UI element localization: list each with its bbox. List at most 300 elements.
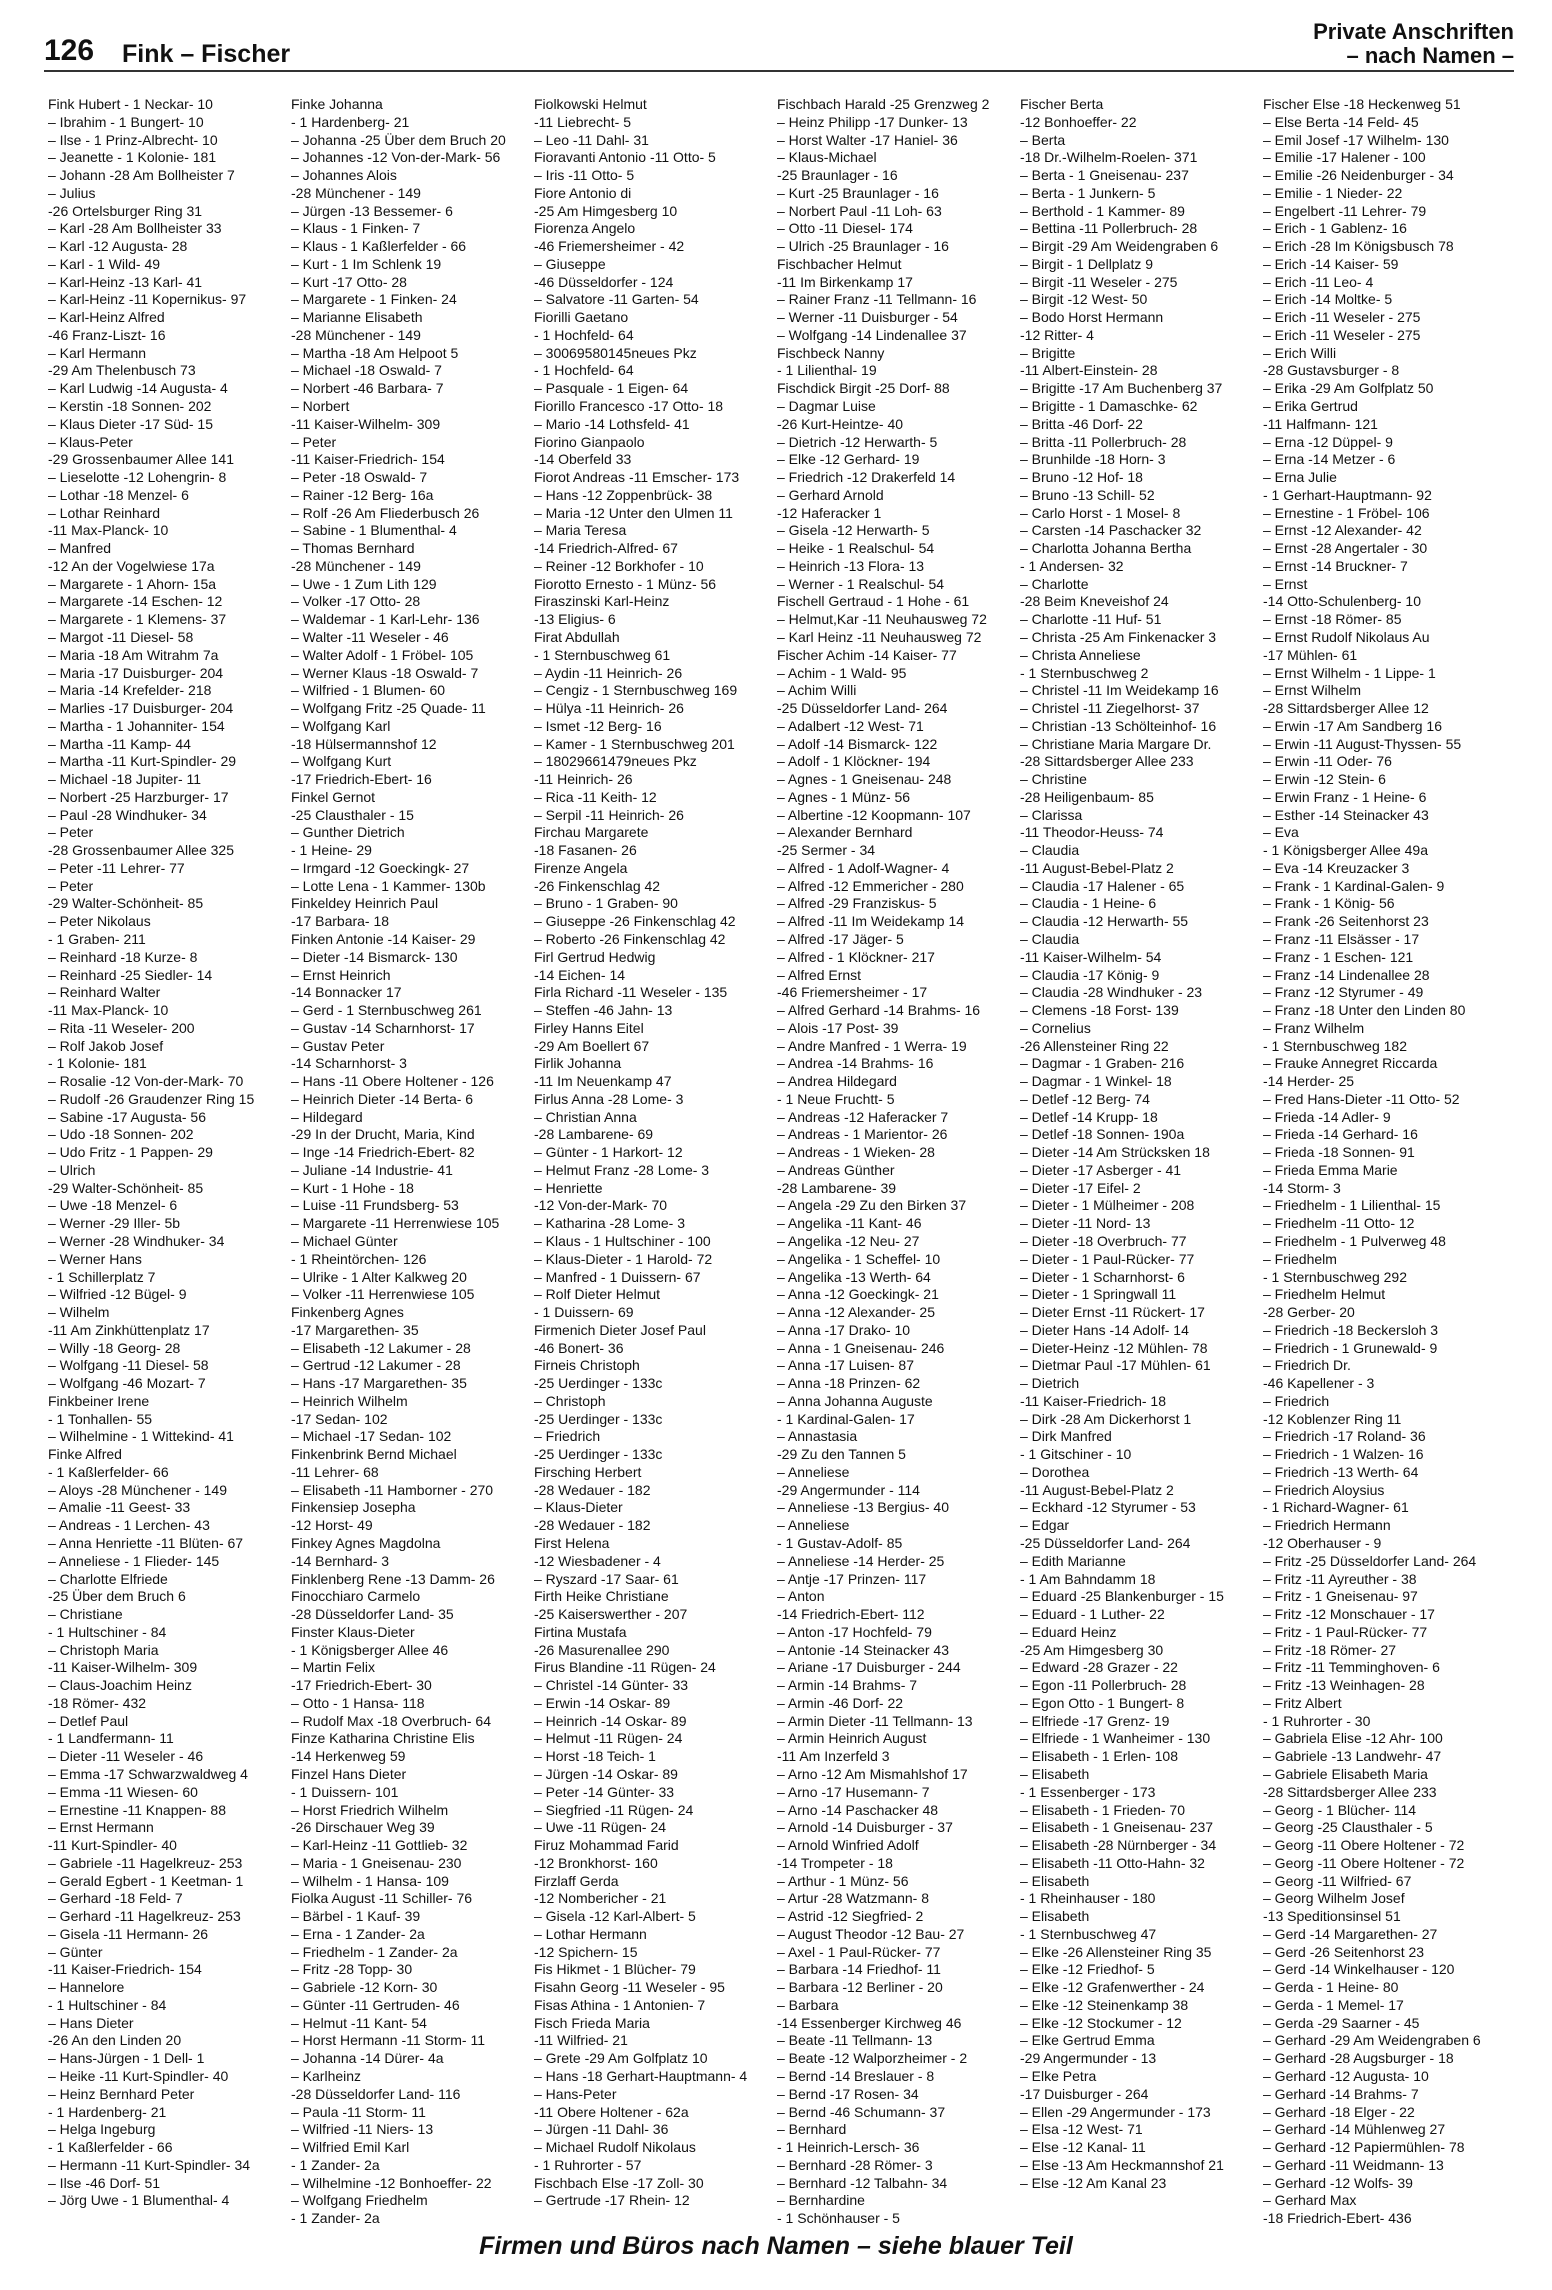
directory-entry: – Wilhelmine -12 Bonhoeffer- 22 <box>291 2174 492 2191</box>
directory-entry: Fisas Athina - 1 Antonien- 7 <box>534 1996 706 2013</box>
directory-entry: – Elisabeth <box>1020 1765 1090 1782</box>
directory-entry: -17 Sedan- 102 <box>291 1410 388 1427</box>
directory-entry: – Werner -28 Windhuker- 34 <box>48 1233 225 1249</box>
directory-entry: – Erna Julie <box>1263 469 1337 486</box>
directory-entry: – Friedrich Aloysius <box>1263 1481 1385 1498</box>
directory-entry: – Eduard - 1 Luther- 22 <box>1020 1606 1165 1623</box>
directory-entry: – Fritz -28 Topp- 30 <box>291 1961 413 1978</box>
directory-entry: -12 Wiesbadener - 4 <box>534 1552 661 1569</box>
directory-entry: -28 Lambarene- 39 <box>777 1179 897 1196</box>
directory-entry: – Georg Wilhelm Josef <box>1263 1890 1405 1907</box>
directory-entry: Fischell Gertraud - 1 Hohe - 61 <box>777 593 970 610</box>
directory-entry: – Reinhard Walter <box>48 984 161 1001</box>
directory-entry: – Bruno -13 Schill- 52 <box>1020 486 1155 503</box>
directory-entry: -13 Eligius- 6 <box>534 611 616 628</box>
directory-entry: – Bettina -11 Pollerbruch- 28 <box>1020 220 1198 237</box>
directory-entry: – Dieter -17 Eifel- 2 <box>1020 1179 1141 1196</box>
directory-entry: – Giuseppe -26 Finkenschlag 42 <box>534 913 736 930</box>
directory-entry: – Erich -11 Weseler - 275 <box>1263 309 1421 326</box>
directory-entry: – Beate -11 Tellmann- 13 <box>777 2032 933 2049</box>
directory-entry: Firat Abdullah <box>534 628 620 645</box>
directory-entry: – Else -12 Kanal- 11 <box>1020 2139 1146 2156</box>
directory-entry: – Martha -18 Am Helpoot 5 <box>291 344 459 361</box>
directory-entry: – Karl - 1 Wild- 49 <box>48 255 161 272</box>
directory-entry: - 1 Rheinhauser - 180 <box>1020 1890 1156 1907</box>
directory-entry: – Werner -29 Iller- 5b <box>48 1215 181 1232</box>
directory-entry: – Horst Walter -17 Haniel- 36 <box>777 131 958 148</box>
directory-entry: – Christel -11 Ziegelhorst- 37 <box>1020 700 1200 717</box>
directory-entry: – Erwin -17 Am Sandberg 16 <box>1263 717 1442 734</box>
directory-entry: – Martha -11 Kamp- 44 <box>48 735 191 752</box>
directory-entry: – Birgit -12 West- 50 <box>1020 291 1148 308</box>
directory-entry: – Adolf -14 Bismarck- 122 <box>777 735 938 752</box>
directory-entry: – Gerda - 1 Memel- 17 <box>1263 1996 1404 2013</box>
directory-entry: – Gerd -26 Seitenhorst 23 <box>1263 1943 1425 1960</box>
directory-entry: – Adolf - 1 Klöckner- 194 <box>777 753 931 770</box>
directory-entry: – Gunther Dietrich <box>291 824 405 841</box>
directory-entry: – Christoph <box>534 1392 606 1409</box>
directory-entry: – Kurt -17 Otto- 28 <box>291 273 407 290</box>
directory-entry: – Arno -14 Paschacker 48 <box>777 1801 939 1818</box>
directory-entry: -25 Clausthaler - 15 <box>291 806 414 823</box>
directory-entry: – Heinrich Dieter -14 Berta- 6 <box>291 1090 474 1107</box>
directory-entry: - 1 Rheintörchen- 126 <box>291 1250 427 1267</box>
directory-entry: - 1 Neue Fruchtt- 5 <box>777 1090 895 1107</box>
directory-entry: – Horst Hermann -11 Storm- 11 <box>291 2032 485 2049</box>
directory-entry: – Friedhelm <box>1263 1250 1337 1267</box>
directory-entry: – Birgit -29 Am Weidengraben 6 <box>1020 238 1219 255</box>
directory-entry: – Günter <box>48 1943 103 1960</box>
directory-entry: – Alfred -17 Jäger- 5 <box>777 930 904 947</box>
directory-entry: – Dieter -11 Weseler - 46 <box>48 1748 204 1765</box>
directory-entry: -29 Am Thelenbusch 73 <box>48 362 196 379</box>
directory-entry: – Christa Anneliese <box>1020 646 1141 663</box>
directory-entry: – Detlef -18 Sonnen- 190a <box>1020 1126 1185 1143</box>
directory-entry: – Claudia - 1 Heine- 6 <box>1020 895 1157 912</box>
directory-entry: – Franz Wilhelm <box>1263 1019 1365 1036</box>
directory-entry: – Anton -17 Hochfeld- 79 <box>777 1623 932 1640</box>
directory-entry: – Günter - 1 Harkort- 12 <box>534 1144 683 1161</box>
directory-entry: – Gustav -14 Scharnhorst- 17 <box>291 1019 475 1036</box>
directory-entry: – Elfriede -17 Grenz- 19 <box>1020 1712 1170 1729</box>
directory-entry: - 1 Hochfeld- 64 <box>534 326 634 343</box>
directory-entry: - 1 Gitschiner - 10 <box>1020 1446 1132 1463</box>
directory-entry: – Alfred - 1 Adolf-Wagner- 4 <box>777 859 950 876</box>
directory-entry: – Christiane Maria Margare Dr. <box>1020 735 1212 752</box>
directory-entry: - 1 Hultschiner - 84 <box>48 1623 167 1640</box>
directory-entry: – Brunhilde -18 Horn- 3 <box>1020 451 1166 468</box>
directory-entry: – Elsa -12 West- 71 <box>1020 2121 1143 2138</box>
directory-entry: -14 Oberfeld 33 <box>534 451 632 468</box>
directory-entry: Fiolkowski Helmut <box>534 96 647 112</box>
directory-entry: – Claudia -12 Herwarth- 55 <box>1020 913 1189 930</box>
directory-entry: Firla Richard -11 Weseler - 135 <box>534 984 728 1001</box>
directory-entry: – Edgar <box>1020 1517 1070 1534</box>
directory-entry: – Egon Otto - 1 Bungert- 8 <box>1020 1694 1185 1711</box>
directory-entry: – Peter <box>291 433 337 450</box>
directory-entry: – Berta - 1 Junkern- 5 <box>1020 184 1156 201</box>
directory-entry: – Elke -12 Steinenkamp 38 <box>1020 1996 1189 2013</box>
directory-entry: - 1 Duissern- 101 <box>291 1783 399 1800</box>
directory-entry: -11 Max-Planck- 10 <box>48 522 169 539</box>
directory-entry: – Else Berta -14 Feld- 45 <box>1263 113 1419 130</box>
directory-entry: - 1 Sternbuschweg 47 <box>1020 1925 1157 1942</box>
directory-entry: -25 Über dem Bruch 6 <box>48 1588 186 1605</box>
directory-entry: – Wolfgang -46 Mozart- 7 <box>48 1375 206 1392</box>
directory-entry: – Wilfried -11 Niers- 13 <box>291 2121 434 2138</box>
directory-entry: – Serpil -11 Heinrich- 26 <box>534 806 684 823</box>
directory-entry: – Elfriede - 1 Wanheimer - 130 <box>1020 1730 1211 1747</box>
directory-entry: – Frauke Annegret Riccarda <box>1263 1055 1438 1072</box>
directory-entry: -11 Theodor-Heuss- 74 <box>1020 824 1164 841</box>
directory-entry: – Eva -14 Kreuzacker 3 <box>1263 859 1410 876</box>
directory-entry: – Anneliese - 1 Flieder- 145 <box>48 1552 220 1569</box>
directory-entry: – Christian Anna <box>534 1108 637 1125</box>
directory-entry: -17 Mühlen- 61 <box>1263 646 1358 663</box>
directory-entry: – Ernst Wilhelm - 1 Lippe- 1 <box>1263 664 1436 681</box>
directory-entry: – Brigitte -17 Am Buchenberg 37 <box>1020 380 1223 397</box>
directory-entry: – Wolfgang Fritz -25 Quade- 11 <box>291 700 486 717</box>
directory-entry: -11 Kaiser-Wilhelm- 54 <box>1020 948 1162 965</box>
directory-entry: -12 Oberhauser - 9 <box>1263 1535 1382 1552</box>
directory-entry: – Hans-Peter <box>534 2085 617 2102</box>
directory-entry: -17 Barbara- 18 <box>291 913 390 930</box>
directory-entry: – Erich -11 Leo- 4 <box>1263 273 1374 290</box>
directory-entry: – Eduard -25 Blankenburger - 15 <box>1020 1588 1224 1605</box>
directory-entry: – Wolfgang Friedhelm <box>291 2192 428 2209</box>
directory-entry: – Peter -18 Oswald- 7 <box>291 469 428 486</box>
directory-entry: – Emilie -17 Halener - 100 <box>1263 149 1426 166</box>
directory-entry: – Heike -11 Kurt-Spindler- 40 <box>48 2067 229 2084</box>
directory-entry: – Udo Fritz - 1 Pappen- 29 <box>48 1144 213 1161</box>
directory-entry: – Johanna -25 Über dem Bruch 20 <box>291 131 506 148</box>
directory-entry: -11 Am Zinkhüttenplatz 17 <box>48 1321 210 1338</box>
directory-entry: – Ernst Heinrich <box>291 966 391 983</box>
directory-entry: – Klaus-Dieter <box>534 1499 623 1516</box>
directory-entry: – Barbara <box>777 1996 839 2013</box>
directory-entry: – Maria -17 Duisburger- 204 <box>48 664 224 681</box>
directory-entry: -12 Horst- 49 <box>291 1517 373 1534</box>
directory-entry: -18 Friedrich-Ebert- 436 <box>1263 2210 1412 2227</box>
directory-entry: – Ernst -28 Angertaler - 30 <box>1263 540 1428 557</box>
directory-entry: – Rica -11 Keith- 12 <box>534 788 657 805</box>
directory-entry: – Giuseppe <box>534 255 606 272</box>
directory-entry: – Margarete -11 Herrenwiese 105 <box>291 1215 500 1232</box>
directory-entry: – Gerhard -29 Am Weidengraben 6 <box>1263 2032 1481 2049</box>
directory-entry: – 18029661479neues Pkz <box>534 753 697 770</box>
directory-entry: -28 Heiligenbaum- 85 <box>1020 788 1154 805</box>
directory-entry: – Gerhard -18 Elger - 22 <box>1263 2103 1415 2120</box>
directory-entry: – Thomas Bernhard <box>291 540 415 557</box>
directory-entry: – Wolfgang -14 Lindenallee 37 <box>777 326 967 343</box>
directory-entry: – Gustav Peter <box>291 1037 385 1054</box>
directory-entry: – Emilie - 1 Nieder- 22 <box>1263 184 1403 201</box>
directory-entry: – Arno -12 Am Mismahlshof 17 <box>777 1765 968 1782</box>
directory-entry: – Anna Henriette -11 Blüten- 67 <box>48 1535 244 1552</box>
directory-entry: – Dietrich <box>1020 1375 1080 1392</box>
directory-entry: Finocchiaro Carmelo <box>291 1588 421 1605</box>
directory-entry: – Siegfried -11 Rügen- 24 <box>534 1801 694 1818</box>
directory-entry: – Erich -11 Weseler - 275 <box>1263 326 1421 343</box>
directory-entry: – Achim Willi <box>777 682 857 699</box>
directory-entry: – Marlies -17 Duisburger- 204 <box>48 700 234 717</box>
directory-entry: – Rosalie -12 Von-der-Mark- 70 <box>48 1073 244 1090</box>
directory-entry: – Anna -18 Prinzen- 62 <box>777 1375 921 1392</box>
directory-entry: -46 Bonert- 36 <box>534 1339 624 1356</box>
directory-entry: Finkensiep Josepha <box>291 1499 416 1516</box>
directory-entry: – Frank -26 Seitenhorst 23 <box>1263 913 1429 930</box>
directory-entry: – Gerhard -11 Weidmann- 13 <box>1263 2156 1444 2173</box>
directory-entry: Finkenbrink Bernd Michael <box>291 1446 457 1463</box>
directory-entry: – Alfred -11 Im Weidekamp 14 <box>777 913 965 930</box>
directory-entry: -29 Walter-Schönheit- 85 <box>48 1179 204 1196</box>
directory-entry: -14 Trompeter - 18 <box>777 1854 893 1871</box>
directory-entry: – Charlotte -11 Huf- 51 <box>1020 611 1162 628</box>
directory-entry: – Klaus - 1 Kaßlerfelder - 66 <box>291 238 467 255</box>
directory-entry: Fiorenza Angelo <box>534 220 636 237</box>
directory-entry: – Ulrike - 1 Alter Kalkweg 20 <box>291 1268 467 1285</box>
directory-entry: – Alfred Ernst <box>777 966 862 983</box>
directory-entry: -11 Albert-Einstein- 28 <box>1020 362 1158 379</box>
directory-entry: – Elisabeth -28 Nürnberger - 34 <box>1020 1837 1217 1854</box>
directory-entry: – Wilhelmine - 1 Wittekind- 41 <box>48 1428 234 1445</box>
directory-entry: – Michael -17 Sedan- 102 <box>291 1428 452 1445</box>
directory-entry: – Hans Dieter <box>48 2014 134 2031</box>
directory-entry: – Beate -12 Walporzheimer - 2 <box>777 2050 968 2067</box>
directory-entry: – Albertine -12 Koopmann- 107 <box>777 806 971 823</box>
directory-entry: Finzel Hans Dieter <box>291 1765 407 1782</box>
directory-entry: – Antonie -14 Steinacker 43 <box>777 1641 950 1658</box>
directory-entry: – Britta -11 Pollerbruch- 28 <box>1020 433 1187 450</box>
directory-entry: – Fritz - 1 Paul-Rücker- 77 <box>1263 1623 1428 1640</box>
directory-entry: Firsching Herbert <box>534 1463 642 1480</box>
directory-entry: – Dieter -14 Am Strücksken 18 <box>1020 1144 1210 1161</box>
directory-entry: – Achim - 1 Wald- 95 <box>777 664 907 681</box>
directory-entry: – Martha - 1 Johanniter- 154 <box>48 717 225 734</box>
directory-entry: – Udo -18 Sonnen- 202 <box>48 1126 194 1143</box>
directory-entry: -28 Gerber- 20 <box>1263 1304 1355 1321</box>
directory-column <box>1020 96 1263 2216</box>
directory-entry: -18 Dr.-Wilhelm-Roelen- 371 <box>1020 149 1198 166</box>
directory-entry: – Rudolf Max -18 Overbruch- 64 <box>291 1712 491 1729</box>
directory-entry: – Gerald Egbert - 1 Keetman- 1 <box>48 1872 244 1889</box>
directory-entry: - 1 Tonhallen- 55 <box>48 1410 153 1427</box>
directory-entry: – Walter -11 Weseler - 46 <box>291 628 449 645</box>
directory-entry: -14 Storm- 3 <box>1263 1179 1341 1196</box>
directory-entry: -29 Angermunder - 114 <box>777 1481 920 1498</box>
directory-entry: – Anna Johanna Auguste <box>777 1392 933 1409</box>
directory-entry: – Gerhard -14 Brahms- 7 <box>1263 2085 1419 2102</box>
directory-entry: – Brigitte - 1 Damaschke- 62 <box>1020 398 1198 415</box>
directory-entry: -11 Kaiser-Wilhelm- 309 <box>291 415 441 432</box>
directory-entry: – Ernst Rudolf Nikolaus Au <box>1263 628 1430 645</box>
directory-entry: -12 Von-der-Mark- 70 <box>534 1197 668 1214</box>
directory-entry: First Helena <box>534 1535 610 1552</box>
directory-entry: – Hans -18 Gerhart-Hauptmann- 4 <box>534 2067 748 2084</box>
directory-entry: -12 An der Vogelwiese 17a <box>48 557 215 574</box>
directory-entry: – Andreas - 1 Marientor- 26 <box>777 1126 948 1143</box>
directory-entry: – Reinhard -25 Siedler- 14 <box>48 966 213 983</box>
directory-entry: – Norbert -25 Harzburger- 17 <box>48 788 229 805</box>
directory-entry: -46 Friemersheimer - 42 <box>534 238 685 255</box>
directory-entry: -25 Uerdinger - 133c <box>534 1410 663 1427</box>
directory-entry: – Sabine - 1 Blumenthal- 4 <box>291 522 457 539</box>
directory-entry: -25 Uerdinger - 133c <box>534 1446 663 1463</box>
directory-entry: – Gerhard -11 Hagelkreuz- 253 <box>48 1908 241 1925</box>
directory-entry: – Armin -14 Brahms- 7 <box>777 1677 918 1694</box>
directory-entry: – Volker -17 Otto- 28 <box>291 593 421 610</box>
directory-entry: – Uwe -18 Menzel- 6 <box>48 1197 178 1214</box>
directory-entry: -14 Friedrich-Ebert- 112 <box>777 1606 925 1623</box>
directory-entry: – Andreas - 1 Lerchen- 43 <box>48 1517 210 1534</box>
directory-entry: - 1 Gustav-Adolf- 85 <box>777 1535 903 1552</box>
directory-entry: – Agnes - 1 Münz- 56 <box>777 788 911 805</box>
directory-entry: - 1 Ruhrorter - 57 <box>534 2156 642 2173</box>
directory-entry: – Margarete -14 Eschen- 12 <box>48 593 223 610</box>
directory-entry: -12 Bronkhorst- 160 <box>534 1854 658 1871</box>
directory-entry: – Christine <box>1020 771 1087 788</box>
directory-entry: – Anton <box>777 1588 825 1605</box>
directory-entry: -18 Römer- 432 <box>48 1694 147 1711</box>
directory-entry: – Margarete - 1 Klemens- 37 <box>48 611 227 628</box>
directory-entry: – Mario -14 Lothsfeld- 41 <box>534 415 690 432</box>
directory-entry: -28 Grossenbaumer Allee 325 <box>48 842 234 859</box>
directory-entry: – Inge -14 Friedrich-Ebert- 82 <box>291 1144 475 1161</box>
directory-entry: - 1 Duissern- 69 <box>534 1304 634 1321</box>
directory-entry: – Dieter Ernst -11 Rückert- 17 <box>1020 1304 1205 1321</box>
directory-entry: – Willy -18 Georg- 28 <box>48 1339 181 1356</box>
directory-entry: Firuz Mohammad Farid <box>534 1837 679 1854</box>
directory-entry: Fischdick Birgit -25 Dorf- 88 <box>777 380 950 397</box>
directory-entry: - 1 Heinrich-Lersch- 36 <box>777 2139 920 2156</box>
directory-entry: – Elke -12 Stockumer - 12 <box>1020 2014 1182 2031</box>
directory-entry: -28 Münchener - 149 <box>291 326 421 343</box>
directory-entry: - 1 Sternbuschweg 182 <box>1263 1037 1407 1054</box>
directory-entry: Fischbacher Helmut <box>777 255 902 272</box>
directory-entry: – Georg -11 Obere Holtener - 72 <box>1263 1837 1465 1854</box>
directory-entry: – Helmut -11 Kant- 54 <box>291 2014 427 2031</box>
directory-entry: – Gisela -12 Herwarth- 5 <box>777 522 930 539</box>
directory-entry: – Elisabeth - 1 Frieden- 70 <box>1020 1801 1185 1818</box>
directory-entry: – Peter Nikolaus <box>48 913 151 930</box>
directory-entry: – Berta - 1 Gneisenau- 237 <box>1020 167 1189 184</box>
directory-entry: Finkenberg Agnes <box>291 1304 404 1321</box>
directory-entry: – Anna - 1 Gneisenau- 246 <box>777 1339 945 1356</box>
directory-entry: – Arnold Winfried Adolf <box>777 1837 919 1854</box>
directory-entry: – Martha -11 Kurt-Spindler- 29 <box>48 753 237 770</box>
directory-entry: Firley Hanns Eitel <box>534 1019 644 1036</box>
directory-entry: -13 Speditionsinsel 51 <box>1263 1908 1401 1925</box>
directory-entry: -17 Friedrich-Ebert- 30 <box>291 1677 432 1694</box>
page-number: 126 <box>44 34 95 67</box>
directory-entry: – Michael Günter <box>291 1233 398 1249</box>
directory-entry: – Arthur - 1 Münz- 56 <box>777 1872 909 1889</box>
directory-entry: - 1 Zander- 2a <box>291 2210 380 2227</box>
directory-entry: -11 Im Birkenkamp 17 <box>777 273 913 290</box>
directory-entry: -14 Bernhard- 3 <box>291 1552 390 1569</box>
directory-entry: – Friedrich <box>1263 1392 1330 1409</box>
directory-entry: Fis Hikmet - 1 Blücher- 79 <box>534 1961 696 1978</box>
directory-entry: – Otto - 1 Hansa- 118 <box>291 1694 425 1711</box>
directory-entry: – Ernst -14 Bruckner- 7 <box>1263 557 1408 574</box>
directory-entry: -14 Herder- 25 <box>1263 1073 1355 1090</box>
directory-entry: - 1 Zander- 2a <box>291 2156 380 2173</box>
directory-entry: -14 Essenberger Kirchweg 46 <box>777 2014 962 2031</box>
directory-entry: - 1 Sternbuschweg 292 <box>1263 1268 1407 1285</box>
directory-entry: – Friedrich -17 Roland- 36 <box>1263 1428 1426 1445</box>
directory-entry: – Annastasia <box>777 1428 858 1445</box>
directory-entry: – Britta -46 Dorf- 22 <box>1020 415 1143 432</box>
directory-entry: – Fritz -25 Düsseldorfer Land- 264 <box>1263 1552 1477 1569</box>
directory-entry: Finke Johanna <box>291 96 383 112</box>
directory-entry: – Katharina -28 Lome- 3 <box>534 1215 685 1232</box>
directory-entry: – Eduard Heinz <box>1020 1623 1117 1640</box>
directory-entry: – Sabine -17 Augusta- 56 <box>48 1108 207 1125</box>
directory-entry: – Norbert <box>291 398 350 415</box>
directory-entry: – Maria - 1 Gneisenau- 230 <box>291 1854 462 1871</box>
directory-entry: - 1 Sternbuschweg 61 <box>534 646 671 663</box>
directory-entry: – Clarissa <box>1020 806 1083 823</box>
directory-entry: – Jürgen -14 Oskar- 89 <box>534 1765 678 1782</box>
directory-entry: – Cornelius <box>1020 1019 1091 1036</box>
directory-entry: – Elisabeth -11 Hamborner - 270 <box>291 1481 494 1498</box>
directory-entry: -29 Angermunder - 13 <box>1020 2050 1157 2067</box>
directory-entry: – Christoph Maria <box>48 1641 159 1658</box>
directory-entry: – Peter <box>48 824 94 841</box>
directory-entry: – Lotte Lena - 1 Kammer- 130b <box>291 877 486 894</box>
directory-entry: – Dieter -14 Bismarck- 130 <box>291 948 458 965</box>
directory-entry: – Iris -11 Otto- 5 <box>534 167 635 184</box>
directory-entry: – Ilse -46 Dorf- 51 <box>48 2174 161 2191</box>
directory-entry: – Anna -17 Luisen- 87 <box>777 1357 914 1374</box>
directory-entry: Fiore Antonio di <box>534 184 632 201</box>
directory-entry: – Friedhelm - 1 Zander- 2a <box>291 1943 458 1960</box>
directory-entry: – Gertrude -17 Rhein- 12 <box>534 2192 690 2209</box>
directory-entry: – Friedhelm - 1 Pulverweg 48 <box>1263 1233 1446 1249</box>
directory-entry: – Franz -12 Styrumer - 49 <box>1263 984 1424 1001</box>
directory-entry: -26 An den Linden 20 <box>48 2032 182 2049</box>
directory-entry: – Else -13 Am Heckmannshof 21 <box>1020 2156 1224 2173</box>
directory-entry: – Gerd -14 Margarethen- 27 <box>1263 1925 1438 1942</box>
directory-entry: -11 Wilfried- 21 <box>534 2032 628 2049</box>
directory-entry: – Gerhard -14 Mühlenweg 27 <box>1263 2121 1446 2138</box>
directory-entry: Fisahn Georg -11 Weseler - 95 <box>534 1979 725 1996</box>
page-header <box>44 20 1514 70</box>
directory-entry: - 1 Kolonie- 181 <box>48 1055 147 1072</box>
directory-entry: - 1 Sternbuschweg 2 <box>1020 664 1149 681</box>
directory-entry: – Margarete - 1 Ahorn- 15a <box>48 575 217 592</box>
directory-entry: Fiorino Gianpaolo <box>534 433 645 450</box>
directory-entry: – Dieter -17 Asberger - 41 <box>1020 1161 1182 1178</box>
directory-entry: – Marianne Elisabeth <box>291 309 423 326</box>
directory-entry: – Dieter - 1 Mülheimer - 208 <box>1020 1197 1195 1214</box>
directory-entry: – Friedrich - 1 Grunewald- 9 <box>1263 1339 1438 1356</box>
directory-entry: Fiorillo Francesco -17 Otto- 18 <box>534 398 724 415</box>
directory-entry: Finke Alfred <box>48 1446 122 1463</box>
directory-entry: – Elke -12 Gerhard- 19 <box>777 451 920 468</box>
directory-entry: – Claudia -17 König- 9 <box>1020 966 1160 983</box>
directory-entry: – Ernst Wilhelm <box>1263 682 1362 699</box>
directory-entry: – Erwin -12 Stein- 6 <box>1263 771 1386 788</box>
directory-entry: – Andreas -12 Haferacker 7 <box>777 1108 949 1125</box>
directory-entry: – Maria -18 Am Witrahm 7a <box>48 646 219 663</box>
directory-entry: – Ellen -29 Angermunder - 173 <box>1020 2103 1211 2120</box>
directory-entry: -11 August-Bebel-Platz 2 <box>1020 859 1174 876</box>
directory-entry: -28 Wedauer - 182 <box>534 1481 651 1498</box>
directory-entry: – Dieter - 1 Springwall 11 <box>1020 1286 1177 1303</box>
directory-entry: – Anna -17 Drako- 10 <box>777 1321 911 1338</box>
directory-entry: – Dagmar - 1 Winkel- 18 <box>1020 1073 1172 1090</box>
